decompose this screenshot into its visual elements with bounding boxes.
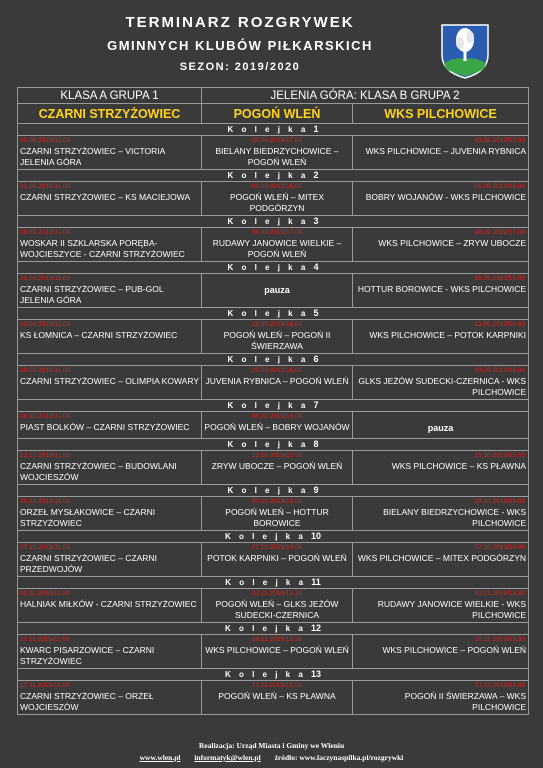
match-row	[18, 182, 529, 216]
match-date: 20.10.2019/15.00	[251, 498, 303, 505]
match-date: 22.09.2019/11.00	[20, 321, 71, 328]
round-header-row	[18, 354, 529, 366]
team-czarni-header: CZARNI STRZYŻOWIEC	[18, 104, 202, 124]
round-label	[18, 400, 529, 412]
team-wks-header: WKS PILCHOWICE	[353, 104, 529, 124]
round-word: K o l e j k a	[227, 440, 309, 449]
match-teams: KS ŁOMNICA – CZARNI STRZYŻOWIEC	[20, 330, 178, 340]
round-label	[18, 623, 529, 635]
match-date: 01.09.2019/16.00	[251, 183, 303, 190]
match-teams: WKS PILCHOWICE – MITEX PODGÓRZYN	[357, 553, 527, 563]
round-word: K o l e j k a	[225, 578, 307, 587]
round-word: K o l e j k a	[227, 125, 309, 134]
round-label	[18, 170, 529, 182]
round-header-row	[18, 400, 529, 412]
match-cell-pogon	[202, 320, 353, 354]
match-teams: POGOŃ WLEŃ – HOTTUR BOROWICE	[225, 507, 329, 528]
match-row	[18, 320, 529, 354]
team-header-row	[18, 104, 529, 124]
match-row	[18, 681, 529, 715]
match-row	[18, 589, 529, 623]
match-row	[18, 274, 529, 308]
match-date: 17.11.2019/11.00	[20, 682, 70, 689]
match-cell-pogon	[202, 228, 353, 262]
round-word: K o l e j k a	[224, 670, 306, 679]
match-cell-czarni	[18, 681, 202, 715]
match-teams: BIELANY BIEDRZYCHOWICE – POGOŃ WLEŃ	[215, 146, 339, 167]
match-teams: CZARNI STRZYŻOWIEC – BUDOWLANI WOJCIESZÓW	[20, 461, 177, 482]
match-cell-pogon	[202, 274, 353, 308]
match-date: 29.09.2019/16.00	[474, 367, 526, 374]
match-cell-wks	[353, 543, 529, 577]
bye-label: pauza	[264, 285, 290, 295]
match-row	[18, 412, 529, 439]
round-header-row	[18, 485, 529, 497]
match-date: 03.11.2019/13.30	[474, 590, 526, 597]
round-header-row	[18, 623, 529, 635]
round-word: K o l e j k a	[227, 309, 309, 318]
round-header-row	[18, 216, 529, 228]
match-teams: CZARNI STRZYŻOWIEC – ORZEŁ WOJCIESZÓW	[20, 691, 154, 712]
round-word: K o l e j k a	[227, 401, 309, 410]
left-group-label: KLASA A GRUPA 1	[18, 88, 202, 104]
match-teams: WKS PILCHOWICE – POTOK KARPNIKI	[369, 330, 527, 340]
match-cell-pogon	[202, 366, 353, 400]
round-header-row	[18, 439, 529, 451]
match-cell-pogon	[202, 681, 353, 715]
match-cell-pogon	[202, 136, 353, 170]
match-date: 22.09.2019/16.00	[474, 321, 526, 328]
match-teams: PIAST BOLKÓW – CZARNI STRZYŻOWIEC	[20, 422, 190, 432]
match-date: 13.10.2019/15.00	[474, 452, 526, 459]
round-number: 5	[313, 308, 319, 318]
round-label	[18, 669, 529, 681]
match-cell-wks	[353, 274, 529, 308]
round-label	[18, 124, 529, 136]
header	[0, 0, 543, 88]
round-number: 13	[311, 669, 322, 679]
match-date: 17.11.2019/13.00	[474, 682, 526, 689]
page-subtitle: GMINNYCH KLUBÓW PIŁKARSKICH	[107, 38, 373, 53]
match-cell-wks	[353, 497, 529, 531]
site-link[interactable]: www.wlen.pl	[139, 753, 181, 762]
match-cell-czarni	[18, 543, 202, 577]
match-row	[18, 635, 529, 669]
match-cell-pogon	[202, 635, 353, 669]
team-pogon-header: POGOŃ WLEŃ	[202, 104, 353, 124]
match-cell-pogon	[202, 182, 353, 216]
round-label	[18, 485, 529, 497]
match-teams: WKS PILCHOWICE – KS PŁAWNA	[391, 461, 527, 471]
match-date: 13.10.2019/15.00	[251, 452, 303, 459]
match-date: 27.10.2019/14.00	[251, 544, 303, 551]
page-title: TERMINARZ ROZGRYWEK	[125, 14, 355, 31]
round-label	[18, 577, 529, 589]
round-word: K o l e j k a	[224, 624, 306, 633]
match-date: 13.10.2019/11.00	[20, 452, 71, 459]
round-word: K o l e j k a	[227, 171, 309, 180]
match-cell-czarni	[18, 589, 202, 623]
match-cell-wks	[353, 681, 529, 715]
match-date: 08.09.2019/17.00	[474, 229, 526, 236]
round-header-row	[18, 669, 529, 681]
match-cell-czarni	[18, 320, 202, 354]
match-cell-pogon	[202, 412, 353, 439]
bye-label: pauza	[427, 423, 454, 433]
match-teams: WKS PILCHOWICE – JUVENIA RYBNICA	[365, 146, 527, 156]
round-label	[18, 439, 529, 451]
match-teams: POGOŃ WLEŃ – KS PŁAWNA	[218, 691, 336, 701]
round-label	[18, 531, 529, 543]
coat-of-arms-icon	[440, 23, 490, 79]
round-header-row	[18, 262, 529, 274]
match-teams: ORZEŁ MYSŁAKOWICE – CZARNI STRZYŻOWIEC	[20, 507, 156, 528]
match-teams: KWARC PISARZOWICE – CZARNI STRZYŻOWIEC	[20, 645, 155, 666]
match-teams: POGOŃ WLEŃ – MITEX PODGÓRZYN	[230, 192, 324, 213]
match-teams: WKS PILCHOWICE – POGOŃ WLEŃ	[205, 645, 349, 655]
match-date: 10.11.2019/11.00	[20, 636, 70, 643]
match-date: 08.09.2019/17.00	[251, 229, 303, 236]
season-label: SEZON: 2019/2020	[179, 61, 301, 73]
right-group-label: JELENIA GÓRA: KLASA B GRUPA 2	[202, 88, 529, 104]
match-date: 03.11.2019/11.00	[20, 590, 70, 597]
match-cell-wks	[353, 635, 529, 669]
round-number: 7	[313, 400, 319, 410]
round-header-row	[18, 531, 529, 543]
round-number: 8	[313, 439, 319, 449]
footer-credit: Realizacja: Urząd Miasta i Gminy we Wleniu	[198, 741, 345, 750]
match-cell-wks	[353, 136, 529, 170]
match-teams: POGOŃ WLEŃ – POGOŃ II ŚWIERZAWA	[223, 330, 331, 351]
match-cell-czarni	[18, 274, 202, 308]
match-teams: CZARNI STRZYŻOWIEC – PUB-GOL JELENIA GÓRA	[20, 284, 164, 305]
match-teams: CZARNI STRZYŻOWIEC – KS MACIEJOWA	[20, 192, 191, 202]
match-date: 01.09.2019/16.00	[474, 183, 526, 190]
round-header-row	[18, 170, 529, 182]
round-word: K o l e j k a	[227, 355, 309, 364]
match-cell-czarni	[18, 497, 202, 531]
match-cell-czarni	[18, 228, 202, 262]
match-cell-pogon	[202, 589, 353, 623]
round-header-row	[18, 124, 529, 136]
match-date: 15.09.2019/16.00	[474, 275, 526, 282]
match-teams: HOTTUR BOROWICE - WKS PILCHOWICE	[357, 284, 527, 294]
schedule-table	[17, 87, 529, 715]
match-teams: BIELANY BIEDRZYCHOWICE - WKS PILCHOWICE	[383, 507, 527, 528]
match-cell-czarni	[18, 412, 202, 439]
match-row	[18, 136, 529, 170]
match-row	[18, 366, 529, 400]
match-cell-pogon	[202, 543, 353, 577]
email-link[interactable]: informatyk@wlen.pl	[194, 753, 261, 762]
match-date: 10.11.2019/13.30	[251, 636, 303, 643]
match-teams: POTOK KARPNIKI – POGOŃ WLEŃ	[207, 553, 347, 563]
match-date: 17.11.2019/13.00	[251, 682, 303, 689]
match-date: 10.11.2019/13.30	[474, 636, 526, 643]
round-number: 11	[311, 577, 321, 587]
match-date: 03.11.2019/13.30	[251, 590, 303, 597]
match-cell-czarni	[18, 451, 202, 485]
round-number: 9	[313, 485, 319, 495]
match-cell-wks	[353, 320, 529, 354]
match-date: 25.08.2019/17.00	[474, 137, 526, 144]
match-date: 27.10.2019/11.00	[20, 544, 71, 551]
round-header-row	[18, 577, 529, 589]
match-row	[18, 451, 529, 485]
match-cell-pogon	[202, 451, 353, 485]
round-word: K o l e j k a	[227, 217, 309, 226]
match-date: 25.08.2019/17.00	[251, 137, 303, 144]
match-teams: CZARNI STRZYŻOWIEC – VICTORIA JELENIA GÓRA	[20, 146, 165, 167]
match-date: 29.09.2019/11.00	[20, 367, 71, 374]
match-cell-wks	[353, 412, 529, 439]
match-cell-wks	[353, 366, 529, 400]
match-date: 06.10.2019/15.00	[251, 413, 303, 420]
match-teams: BOBRY WOJANÓW - WKS PILCHOWICE	[365, 192, 527, 202]
group-header-row	[18, 88, 529, 104]
match-date: 20.10.2019/11.00	[20, 498, 71, 505]
match-date: 22.09.2019/16.00	[251, 321, 303, 328]
match-date: 06.10.2019/11.00	[20, 413, 71, 420]
match-teams: WKS PILCHOWICE – POGOŃ WLEŃ	[382, 645, 527, 655]
match-row	[18, 497, 529, 531]
match-teams: POGOŃ WLEŃ – BOBRY WOJANÓW	[204, 422, 350, 432]
source-note: źródło: www.laczynaspilka.pl/rozgrywki	[274, 753, 404, 762]
round-number: 3	[313, 216, 319, 226]
round-number: 6	[313, 354, 319, 364]
round-label	[18, 262, 529, 274]
match-teams: CZARNI STRZYŻOWIEC – CZARNI PRZEDWOJÓW	[20, 553, 157, 574]
match-teams: POGOŃ WLEŃ – GLKS JEŻÓW SUDECKI-CZERNICA	[215, 599, 339, 620]
match-teams: CZARNI STRZYŻOWIEC – OLIMPIA KOWARY	[20, 376, 199, 386]
round-word: K o l e j k a	[227, 486, 309, 495]
round-number: 2	[313, 170, 319, 180]
match-date: 25.08.2019/11.00	[20, 137, 71, 144]
match-date: 27.10.2019/14.00	[474, 544, 526, 551]
round-number: 12	[311, 623, 322, 633]
match-teams: HALNIAK MIŁKÓW - CZARNI STRZYŻOWIEC	[20, 599, 197, 609]
match-teams: ZRYW UBOCZE – POGOŃ WLEŃ	[211, 461, 343, 471]
match-cell-czarni	[18, 635, 202, 669]
round-label	[18, 216, 529, 228]
match-cell-czarni	[18, 136, 202, 170]
round-number: 1	[313, 124, 319, 134]
match-cell-czarni	[18, 182, 202, 216]
match-teams: GLKS JEŻÓW SUDECKI-CZERNICA - WKS PILCHOWICE	[358, 376, 527, 397]
match-cell-wks	[353, 228, 529, 262]
match-cell-wks	[353, 451, 529, 485]
match-cell-wks	[353, 182, 529, 216]
match-cell-pogon	[202, 497, 353, 531]
round-number: 4	[313, 262, 319, 272]
match-date: 29.09.2019/16.00	[251, 367, 303, 374]
match-date: 31.08.2019/11.00	[20, 183, 71, 190]
match-date: 08.09.2019/11.00	[20, 229, 71, 236]
match-teams: WKS PILCHOWICE – ZRYW UBOCZE	[378, 238, 527, 248]
match-teams: WOSKAR II SZKLARSKA PORĘBA-WOJCIESZYCE - CZARNI STRZYŻOWIEC	[20, 238, 185, 259]
round-word: K o l e j k a	[227, 263, 309, 272]
match-row	[18, 543, 529, 577]
match-teams: RUDAWY JANOWICE WIELKIE – POGOŃ WLEŃ	[212, 238, 342, 259]
round-word: K o l e j k a	[224, 532, 306, 541]
round-header-row	[18, 308, 529, 320]
match-cell-wks	[353, 589, 529, 623]
match-cell-czarni	[18, 366, 202, 400]
match-teams: POGOŃ II ŚWIERZAWA – WKS PILCHOWICE	[404, 691, 527, 712]
round-label	[18, 354, 529, 366]
match-teams: JUVENIA RYBNICA – POGOŃ WLEŃ	[205, 376, 349, 386]
round-label	[18, 308, 529, 320]
match-teams: RUDAWY JANOWICE WIELKIE - WKS PILCHOWICE	[377, 599, 527, 620]
match-date: 15.09.2019/11.00	[20, 275, 71, 282]
footer-links	[0, 753, 543, 762]
match-date: 20.10.2019/15.00	[474, 498, 526, 505]
round-number: 10	[311, 531, 322, 541]
match-row	[18, 228, 529, 262]
